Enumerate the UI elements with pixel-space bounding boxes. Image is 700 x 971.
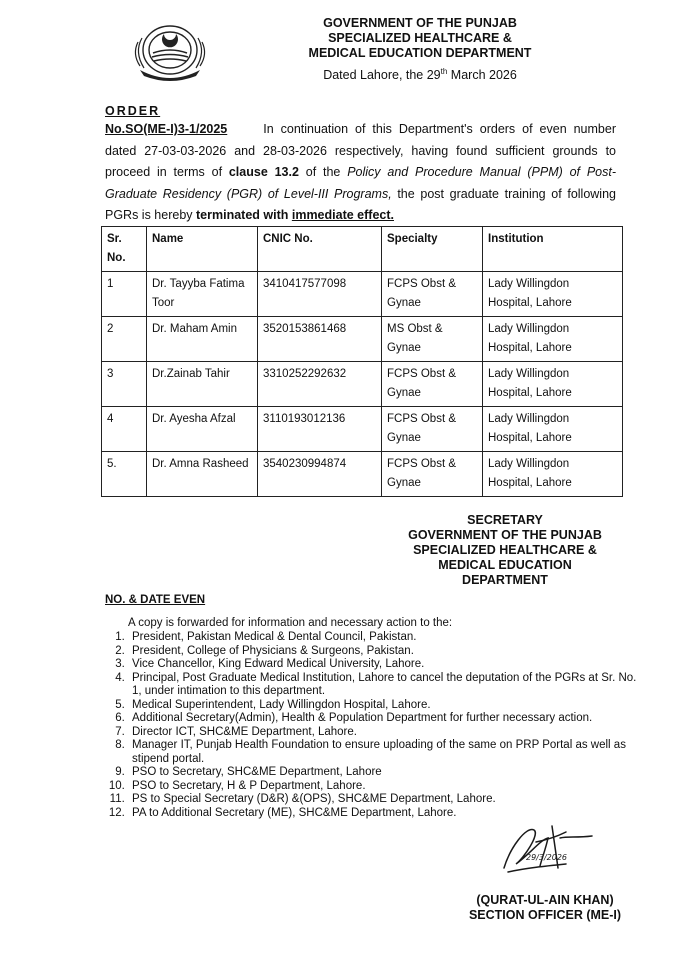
col-sr: Sr. No. <box>102 227 147 272</box>
header-dept-line1: SPECIALIZED HEALTHCARE & <box>328 31 512 45</box>
list-item: 3. Vice Chancellor, King Edward Medical University, Lahore. <box>128 658 648 672</box>
cell-sr: 4 <box>102 407 147 452</box>
header-govt: GOVERNMENT OF THE PUNJAB <box>323 16 517 30</box>
secretary-title: SECRETARY <box>467 513 543 527</box>
cell-institution: Lady Willingdon Hospital, Lahore <box>483 272 623 317</box>
secretary-govt: GOVERNMENT OF THE PUNJAB <box>408 528 602 542</box>
secretary-dept-2: MEDICAL EDUCATION <box>438 558 572 572</box>
table-row <box>102 362 623 407</box>
cell-specialty: FCPS Obst & Gynae <box>382 362 483 407</box>
cell-name: Dr.Zainab Tahir <box>147 362 258 407</box>
cell-name: Dr. Maham Amin <box>147 317 258 362</box>
table-header-row <box>102 227 623 272</box>
col-name: Name <box>147 227 258 272</box>
cell-name: Dr. Tayyba Fatima Toor <box>147 272 258 317</box>
list-item: 7. Director ICT, SHC&ME Department, Lahore. <box>128 726 648 740</box>
list-item: 1. President, Pakistan Medical & Dental Council, Pakistan. <box>128 631 648 645</box>
cell-cnic: 3310252292632 <box>258 362 382 407</box>
cell-cnic: 3520153861468 <box>258 317 382 362</box>
copy-list <box>104 631 648 820</box>
list-item: 8. Manager IT, Punjab Health Foundation to ensure uploading of the same on PRP Portal as well as stipend portal. <box>128 739 648 766</box>
cell-institution: Lady Willingdon Hospital, Lahore <box>483 362 623 407</box>
cell-sr: 5. <box>102 452 147 497</box>
list-item: 4. Principal, Post Graduate Medical Institution, Lahore to cancel the deputation of the PGRs at Sr. No. 1, under intimation to this department. <box>128 672 648 699</box>
cell-institution: Lady Willingdon Hospital, Lahore <box>483 407 623 452</box>
cell-name: Dr. Amna Rasheed <box>147 452 258 497</box>
list-item: 5. Medical Superintendent, Lady Willingdon Hospital, Lahore. <box>128 699 648 713</box>
header-dept-line2: MEDICAL EDUCATION DEPARTMENT <box>308 46 532 60</box>
dated-line: Dated Lahore, the 29th March 2026 <box>323 67 517 83</box>
list-item: 2. President, College of Physicians & Surgeons, Pakistan. <box>128 645 648 659</box>
list-item: 6. Additional Secretary(Admin), Health & Population Department for further necessary action. <box>128 712 648 726</box>
list-item: 12. PA to Additional Secretary (ME), SHC&ME Department, Lahore. <box>128 807 648 821</box>
cell-cnic: 3110193012136 <box>258 407 382 452</box>
list-item: 10. PSO to Secretary, H & P Department, Lahore. <box>128 780 648 794</box>
secretary-dept-3: DEPARTMENT <box>462 573 548 587</box>
col-cnic: CNIC No. <box>258 227 382 272</box>
table-row <box>102 407 623 452</box>
list-item: 9. PSO to Secretary, SHC&ME Department, Lahore <box>128 766 648 780</box>
col-institution: Institution <box>483 227 623 272</box>
cell-specialty: MS Obst & Gynae <box>382 317 483 362</box>
order-paragraph: No.SO(ME-I)3-1/2025 In continuation of this Department's orders of even number dated 27-03-03-2026 and 28-03-2026 respectively, having found sufficient grounds to proceed in terms of clause 13.2 of the Policy and Procedure Manual (PPM) of Post-Graduate Residency (PGR) of Level-III Programs, the post graduate training of following PGRs is hereby terminated with immediate effect. <box>105 122 617 222</box>
cell-institution: Lady Willingdon Hospital, Lahore <box>483 317 623 362</box>
copy-forwarded-intro: A copy is forwarded for information and necessary action to the: <box>128 617 453 629</box>
handwritten-signature <box>496 818 600 876</box>
order-reference: No.SO(ME-I)3-1/2025 <box>105 122 228 136</box>
list-item: 11. PS to Special Secretary (D&R) &(OPS), SHC&ME Department, Lahore. <box>128 793 648 807</box>
cell-specialty: FCPS Obst & Gynae <box>382 452 483 497</box>
col-specialty: Specialty <box>382 227 483 272</box>
secretary-block <box>380 513 630 588</box>
cell-sr: 2 <box>102 317 147 362</box>
cell-name: Dr. Ayesha Afzal <box>147 407 258 452</box>
cell-institution: Lady Willingdon Hospital, Lahore <box>483 452 623 497</box>
pgr-table <box>101 226 623 497</box>
signer-block <box>455 893 635 923</box>
svg-text:29/3/2026: 29/3/2026 <box>526 853 568 862</box>
cell-specialty: FCPS Obst & Gynae <box>382 407 483 452</box>
signer-title: SECTION OFFICER (ME-I) <box>468 908 622 922</box>
cell-sr: 3 <box>102 362 147 407</box>
cell-specialty: FCPS Obst & Gynae <box>382 272 483 317</box>
order-title: ORDER <box>105 104 161 118</box>
table-row <box>102 317 623 362</box>
punjab-government-logo <box>128 20 212 82</box>
cell-sr: 1 <box>102 272 147 317</box>
cell-cnic: 3540230994874 <box>258 452 382 497</box>
cell-cnic: 3410417577098 <box>258 272 382 317</box>
no-date-even: NO. & DATE EVEN <box>105 594 206 606</box>
table-row <box>102 452 623 497</box>
secretary-dept-1: SPECIALIZED HEALTHCARE & <box>413 543 597 557</box>
signer-name: (QURAT-UL-AIN KHAN) <box>476 893 614 907</box>
table-row <box>102 272 623 317</box>
